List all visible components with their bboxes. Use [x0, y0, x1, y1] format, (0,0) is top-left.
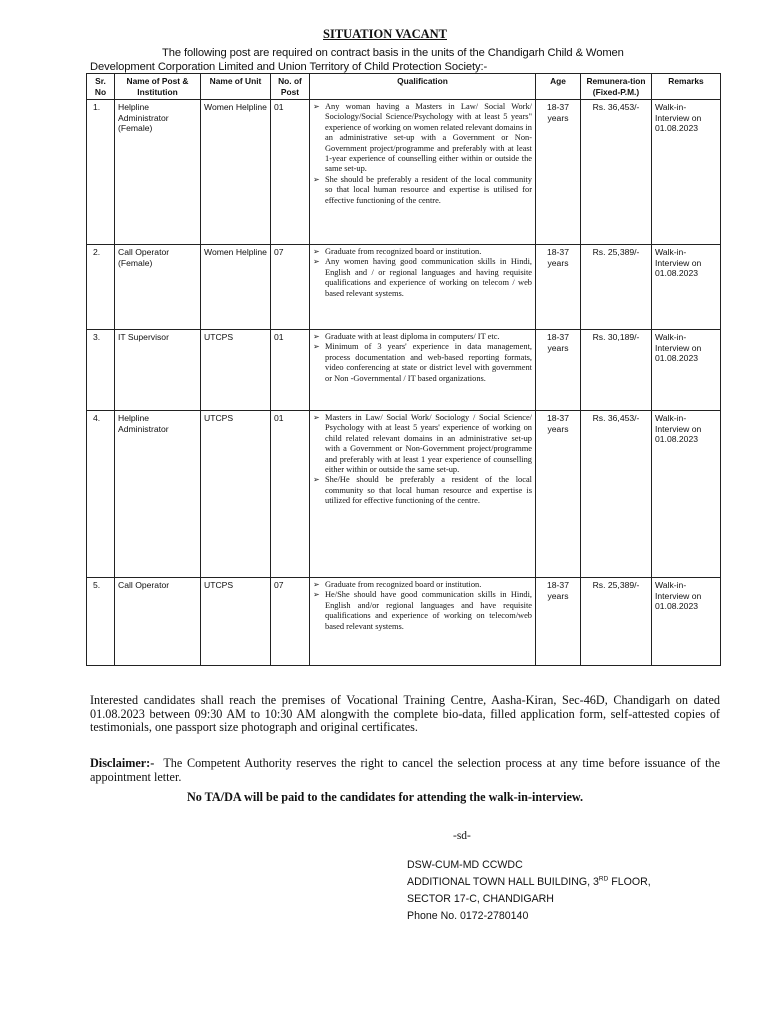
cell-no: 01 [271, 411, 310, 578]
cell-remuneration: Rs. 36,453/- [581, 411, 652, 578]
ta-da-note: No TA/DA will be paid to the candidates for attending the walk-in-interview. [186, 790, 584, 804]
qualification-item: ➢ Any woman having a Masters in Law/ Social Work/ Sociology/Social Science/Psychology with at least 5 years" experience of working on women related relevant domains in an administrative set-up with a Government or Non-Government project/programme and preferably with at least 1-year experience of counselling either within or outside the same set-up. [313, 102, 532, 174]
cell-unit: Women Helpline [201, 100, 271, 245]
table-row [87, 411, 721, 578]
arrow-bullet-icon: ➢ [313, 174, 320, 184]
qualification-item: ➢ Minimum of 3 years' experience in data management, process documentation and web-based reporting formats, video conferencing at state or district level with government or Non -Governmental / IT based organizations. [313, 342, 532, 383]
cell-remuneration: Rs. 25,389/- [581, 578, 652, 666]
cell-remarks: Walk-in-Interview on 01.08.2023 [652, 100, 721, 245]
table-row [87, 100, 721, 245]
qualification-item: ➢ Graduate with at least diploma in computers/ IT etc. [313, 332, 500, 341]
cell-qualification [310, 578, 536, 666]
cell-age: 18-37 years [536, 578, 581, 666]
arrow-bullet-icon: ➢ [313, 413, 320, 422]
page-title: SITUATION VACANT [323, 27, 447, 41]
cell-remarks: Walk-in-Interview on 01.08.2023 [652, 411, 721, 578]
cell-unit: UTCPS [201, 330, 271, 411]
address-line-4: Phone No. 0172-2780140 [407, 910, 529, 922]
cell-qualification [310, 330, 536, 411]
arrow-bullet-icon: ➢ [313, 342, 320, 352]
cell-no: 01 [271, 330, 310, 411]
table-row [87, 330, 721, 411]
arrow-bullet-icon: ➢ [313, 257, 320, 267]
cell-sr: 2. [87, 245, 115, 330]
cell-no: 01 [271, 100, 310, 245]
disclaimer-label: Disclaimer:- [90, 756, 155, 770]
header-post: Name of Post & Institution [115, 74, 201, 100]
cell-remarks: Walk-in-Interview on 01.08.2023 [652, 245, 721, 330]
header-age: Age [536, 74, 581, 100]
cell-remuneration: Rs. 36,453/- [581, 100, 652, 245]
header-unit: Name of Unit [201, 74, 271, 100]
cell-remuneration: Rs. 25,389/- [581, 245, 652, 330]
cell-remarks: Walk-in-Interview on 01.08.2023 [652, 330, 721, 411]
cell-sr: 3. [87, 330, 115, 411]
header-remarks: Remarks [652, 74, 721, 100]
table-header-row [87, 74, 721, 100]
cell-age: 18-37 years [536, 330, 581, 411]
instructions-paragraph: Interested candidates shall reach the premises of Vocational Training Centre, Aasha-Kiran, Sec-46D, Chandigarh on dated 01.08.2023 between 09:30 AM to 10:30 AM alongwith the complete bio-data, filled application form, self-attested copies of testimonials, one passport size photograph and original certificates. [90, 693, 720, 734]
header-no: No. of Post [271, 74, 310, 100]
signature: -sd- [453, 830, 471, 842]
cell-post: Call Operator [115, 578, 201, 666]
cell-post: Helpline Administrator [115, 411, 201, 578]
cell-no: 07 [271, 578, 310, 666]
cell-age: 18-37 years [536, 100, 581, 245]
cell-unit: UTCPS [201, 578, 271, 666]
signatory-address [407, 857, 651, 925]
cell-remuneration: Rs. 30,189/- [581, 330, 652, 411]
arrow-bullet-icon: ➢ [313, 580, 320, 589]
disclaimer-text: The Competent Authority reserves the right to cancel the selection process at any time before issuance of the appointment letter. [90, 756, 721, 784]
vacancy-table [86, 73, 721, 666]
cell-sr: 1. [87, 100, 115, 245]
arrow-bullet-icon: ➢ [313, 475, 320, 485]
cell-qualification [310, 245, 536, 330]
qualification-item: ➢ Any women having good communication skills in Hindi, English and / or regional languages and having requisite qualifications and experience of working on telecom / web based relevant systems. [313, 257, 532, 298]
cell-no: 07 [271, 245, 310, 330]
qualification-item: ➢ She should be preferably a resident of the local community so that local human resource and expertise is utilised for effective functioning of the centre. [313, 174, 532, 205]
qualification-item: ➢ Masters in Law/ Social Work/ Sociology / Social Science/ Psychology with at least 5 years' experience of working on child related relevant domains in an administrative set-up with a Government or Non-Government project/programme and preferably with at least 1 year experience of counselling either within or outside the same set-up. [313, 413, 532, 475]
qualification-item: ➢ She/He should be preferably a resident of the local community so that local human resource and expertise is utilized for effective functioning of the centre. [313, 475, 532, 506]
address-line-2: ADDITIONAL TOWN HALL BUILDING, 3RD FLOOR, [407, 875, 651, 888]
table-row [87, 245, 721, 330]
cell-sr: 4. [87, 411, 115, 578]
arrow-bullet-icon: ➢ [313, 102, 320, 111]
qualification-item: ➢ Graduate from recognized board or institution. [313, 247, 482, 256]
qualification-item: ➢ He/She should have good communication skills in Hindi, English and/or regional languages and have requisite qualifications and experience of working on telecom/web based relevant systems. [313, 590, 532, 631]
qualification-item: ➢ Graduate from recognized board or institution. [313, 580, 482, 589]
header-remuneration: Remunera-tion (Fixed-P.M.) [581, 74, 652, 100]
arrow-bullet-icon: ➢ [313, 590, 320, 600]
cell-age: 18-37 years [536, 411, 581, 578]
cell-age: 18-37 years [536, 245, 581, 330]
arrow-bullet-icon: ➢ [313, 332, 320, 341]
header-sr: Sr. No [87, 74, 115, 100]
cell-unit: UTCPS [201, 411, 271, 578]
cell-qualification [310, 100, 536, 245]
cell-unit: Women Helpline [201, 245, 271, 330]
cell-sr: 5. [87, 578, 115, 666]
header-qualification: Qualification [310, 74, 536, 100]
address-line-3: SECTOR 17-C, CHANDIGARH [407, 893, 554, 905]
cell-remarks: Walk-in-Interview on 01.08.2023 [652, 578, 721, 666]
intro-paragraph: The following post are required on contract basis in the units of the Chandigarh Child & Women Development Corporation Limited and Union Territory of Child Protection Society:- [90, 47, 624, 73]
disclaimer-paragraph [90, 757, 720, 784]
cell-qualification [310, 411, 536, 578]
table-row [87, 578, 721, 666]
address-line-1: DSW-CUM-MD CCWDC [407, 859, 523, 871]
arrow-bullet-icon: ➢ [313, 247, 320, 256]
cell-post: Call Operator (Female) [115, 245, 201, 330]
cell-post: Helpline Administrator (Female) [115, 100, 201, 245]
cell-post: IT Supervisor [115, 330, 201, 411]
